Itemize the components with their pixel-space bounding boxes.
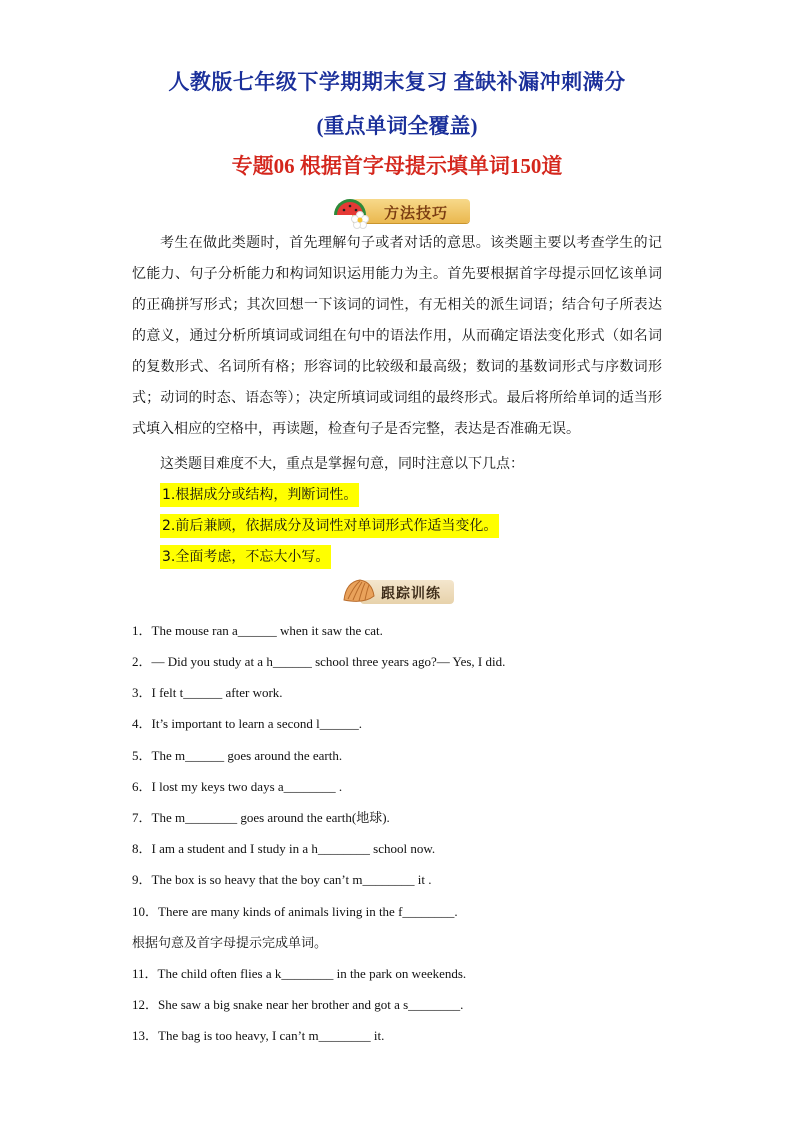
question-13: 13．The bag is too heavy, I can’t m________ it.	[132, 1028, 385, 1043]
document-title: 人教版七年级下学期期末复习 查缺补漏冲刺满分	[168, 70, 626, 94]
question-4: 4．It’s important to learn a second l______.	[132, 716, 362, 731]
watermelon-flower-icon	[330, 193, 374, 229]
question-12: 12．She saw a big snake near her brother and got a s________.	[132, 997, 464, 1012]
intro-paragraph: 考生在做此类题时，首先理解句子或者对话的意思。该类题主要以考查学生的记忆能力、句子分析能力和构词知识运用能力为主。首先要根据首字母提示回忆该单词的正确拼写形式；其次回想一下该词的词性，有无相关的派生词语；结合句子所表达的意义，通过分析所填词或词组在句中的语法作用，从而确定语法变化形式（如名词的复数形式、名词所有格；形容词的比较级和最高级；数词的基数词形式与序数词形式；动词的时态、语态等）；决定所填词或词组的最终形式。最后将所给单词的适当形式填入相应的空格中，再读题，检查句子是否完整，表达是否准确无误。	[132, 235, 662, 437]
document-subtitle: (重点单词全覆盖)	[316, 114, 478, 138]
highlight-point-1: 1.根据成分或结构，判断词性。	[160, 483, 359, 507]
practice-badge-label: 跟踪训练	[381, 586, 441, 602]
highlight-point-2: 2.前后兼顾，依据成分及词性对单词形式作适当变化。	[160, 514, 499, 538]
question-1: 1．The mouse ran a______ when it saw the cat.	[132, 623, 383, 638]
question-11: 11．The child often flies a k________ in the park on weekends.	[132, 966, 467, 981]
intro-note: 这类题目难度不大，重点是掌握句意，同时注意以下几点：	[160, 456, 524, 472]
topic-title: 专题06 根据首字母提示填单词150道	[231, 154, 563, 178]
method-badge	[330, 193, 472, 227]
question-3: 3．I felt t______ after work.	[132, 685, 283, 700]
seashell-icon	[340, 574, 378, 608]
method-badge-label: 方法技巧	[383, 204, 448, 222]
practice-badge	[340, 574, 456, 608]
question-7: 7．The m________ goes around the earth(地球).	[132, 810, 390, 825]
question-2: 2．— Did you study at a h______ school three years ago?— Yes, I did.	[132, 654, 506, 669]
question-8: 8．I am a student and I study in a h________ school now.	[132, 841, 436, 856]
question-9: 9．The box is so heavy that the boy can’t m________ it .	[132, 872, 432, 887]
question-5: 5．The m______ goes around the earth.	[132, 748, 343, 763]
section-instruction: 根据句意及首字母提示完成单词。	[132, 936, 328, 951]
highlight-point-3: 3.全面考虑，不忘大小写。	[160, 545, 331, 569]
question-10: 10．There are many kinds of animals living in the f________.	[132, 904, 458, 919]
question-6: 6．I lost my keys two days a________ .	[132, 779, 343, 794]
